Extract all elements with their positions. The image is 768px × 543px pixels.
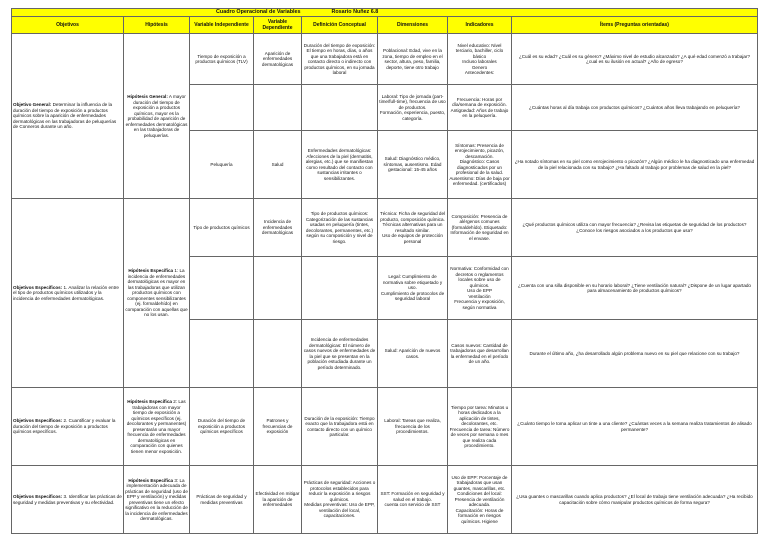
vd-cell: Efectividad en mitigar la aparición de enfermedades [254,466,302,534]
items-cell: ¿Cuánto tiempo le toma aplicar un tinte a una cliente? ¿Cuántas veces a la semana realiza tratamientos de alisado permanente? [512,388,758,466]
vd-cell [254,85,302,131]
table-row [12,388,758,466]
dimension-cell: Laboral: Tipo de jornada (part-time/full-time), frecuencia de uso de productos. Formación, experiencia, puesto, categoría. [378,85,448,131]
items-cell: ¿Cuál es su edad? ¿Cuál es su género? ¿Máximo nivel de estudio alcanzado? ¿A qué edad comenzó a trabajar? ¿cual es su ilusión en actual? ¿Año de egreso? [512,34,758,85]
author-label: Rosario Nuñez 6.8 [302,9,758,17]
label: Hipótesis Específica [128,268,174,274]
dimension-cell: Laboral: Tareas que realiza, frecuencia de los procedimientos. [378,388,448,466]
indicator-cell: Nivel educativo: Nivel terciario, bachiller, ciclo básico Incluso laborales Genero Antecedentes: [448,34,512,85]
header-variable-dependiente: Variable Dependiente [254,17,302,34]
vd-cell [254,320,302,388]
indicator-cell: Tiempo por tarea: Minutos u horas dedicados a la aplicación de tintes, decolorantes, etc. Frecuencia de tarea: Número de veces por semana o mes que realiza cada procedimiento. [448,388,512,466]
items-cell: Durante el último año, ¿ha desarrollado algún problema nuevo en su piel que relacione con su trabajo? [512,320,758,388]
header-variable-independiente: Variable Independiente [190,17,254,34]
specific-hypothesis-1-cell [124,199,190,388]
definition-cell: Incidencia de enfermedades dermatológicas: El número de casos nuevos de enfermedades de la piel que se presentan en la población estudiada durante un período determinado. [302,320,378,388]
text: 2. Cuantificar y evaluar la duración del tiempo de exposición a productos químicos específicos. [13,418,116,435]
items-cell: ¿Ha notado síntomas en su piel como enrojecimiento o picazón? ¿Algún médico le ha diagnosticado una enfermedad de la piel relacionada con su trabajo? ¿Ha faltado al trabajo por problemas de salud en la piel? [512,131,758,199]
text: Determinar la influencia de la duración del tiempo de exposición a productos químicos sobre la aparición de enfermedades dermatológicas en las trabajadoras de peluquerías de Conneros durante un año. [13,102,117,130]
specific-objective-2-cell [12,388,124,466]
general-hypothesis-cell [124,34,190,199]
vd-cell: Salud [254,131,302,199]
items-cell: ¿Cuántas horas al día trabaja con productos químicos? ¿Cuántos años lleva trabajando en peluquería? [512,85,758,131]
indicator-cell: Composición: Presencia de alérgenos comunes (formaldehído). Etiquetado: Información de seguridad en el envase. [448,199,512,257]
items-cell: ¿Usa guantes o mascarillas cuando aplica productos? ¿El local de trabajo tiene ventilación adecuada? ¿Ha recibido capacitación sobre cómo manipular productos químicos de forma segura? [512,466,758,534]
vd-cell: Patrones y frecuencias de exposición [254,388,302,466]
title-row [12,9,758,17]
specific-objective-1-cell [12,199,124,388]
table-row [12,199,758,257]
general-objective-cell [12,34,124,199]
dimension-cell: Salud: Aparición de nuevos casos. [378,320,448,388]
table-row [12,34,758,85]
dimension-cell: Técnica: Ficha de seguridad del producto, composición química. Técnicas alternativas para un resultado similar. Uso de equipos de protección personal [378,199,448,257]
vi-cell [190,85,254,131]
dimension-cell: Legal: Cumplimiento de normativa sobre etiquetado y uso. Cumplimiento de protocolos de seguridad laboral [378,257,448,320]
header-items: Ítems (Preguntas orientadas) [512,17,758,34]
specific-objective-3-cell [12,466,124,534]
definition-cell: Duración de la exposición: Tiempo exacto que la trabajadora está en contacto directo con un químico particular. [302,388,378,466]
header-dimensiones: Dimensiones [378,17,448,34]
header-objetivos: Objetivos [12,17,124,34]
text: 3. Identificar las prácticas de seguridad y medidas preventivas y su efectividad. [13,494,122,505]
specific-hypothesis-3-cell [124,466,190,534]
dimension-cell: Salud: Diagnóstico médico, síntomas, ausentismo. Edad gestacional: 15-45 años [378,131,448,199]
dimension-cell: Poblacional: Edad, vive en la zona, tiempo de empleo en el sector, altura, peso, familia, deporte, tiene otro trabajo [378,34,448,85]
specific-hypothesis-2-cell [124,388,190,466]
header-indicadores: Indicadores [448,17,512,34]
vd-cell [254,257,302,320]
vd-cell: Aparición de enfermedades dermatológicas [254,34,302,85]
vi-cell: Tipo de productos químicos [190,199,254,257]
label: Hipótesis General: [127,94,168,99]
vi-cell: Peluquería [190,131,254,199]
indicator-cell: Uso de EPP: Porcentaje de trabajadoras que usan guantes, mascarillas, etc. Condiciones del local: Presencia de ventilación adecuada. Capacitación: Horas de formación en riesgos químicos. Higiene [448,466,512,534]
label: Objetivos Específicos: [13,284,63,290]
label: Hipótesis Específica [127,399,172,404]
vi-cell: Tiempo de exposición a productos químicos (TLV) [190,34,254,85]
vi-cell [190,257,254,320]
text: 1: La incidencia de enfermedades dermatológicas es mayor en las trabajadoras que utilizan productos químicos con componentes sensibilizantes (ej. formaldehído) en comparación con aquellas que no los usan. [125,268,188,318]
label: Objetivos Específicos: [13,418,63,424]
indicator-cell: Síntomas: Presencia de enrojecimiento, picazón, descamación. Diagnóstico: Casos diagnosticados por un profesional de la salud. Ausentismo: Días de baja por enfermedad. (certificados) [448,131,512,199]
definition-cell: Prácticas de seguridad: Acciones o protocolos establecidos para reducir la exposición a riesgos químicos. Medidas preventivas: Uso de EPP, ventilación del local, capacitaciones. [302,466,378,534]
header-definicion: Definición Conceptual [302,17,378,34]
definition-cell [302,257,378,320]
indicator-cell: Casos nuevos: Cantidad de trabajadoras que desarrollan la enfermedad en el período de un año. [448,320,512,388]
indicator-cell: Normativa: Conformidad con decretos o reglamentos locales sobre uso de químicos. Uso de EPP Ventilación Frecuencia y exposición, según normativa [448,257,512,320]
label: Hipótesis Específica [128,477,174,483]
label: Objetivos Específicos: [13,494,63,499]
definition-cell [302,85,378,131]
operational-variables-table [11,8,758,534]
text: 1. Analizar la relación entre el tipo de productos químicos utilizados y la incidencia de enfermedades dermatológicas. [13,284,119,301]
text: A mayor duración del tiempo de exposición a productos químicos, mayor es la probabilidad de aparición de enfermedades dermatológicas en las trabajadoras de peluquerías. [125,94,188,138]
header-row [12,17,758,34]
vi-cell: Prácticas de seguridad y medidas preventivas [190,466,254,534]
sheet-title: Cuadro Operacional de Variables [12,9,302,17]
text: 3: La implementación adecuada de prácticas de seguridad (uso de EPP y ventilación) y medidas preventivas tiene un efecto significativo en la reducción de la incidencia de enfermedades dermatológicas. [125,477,188,521]
table-row [12,466,758,534]
items-cell: ¿Cuenta con una silla disponible en su horario laboral? ¿Tiene ventilación natural? ¿Dispone de un lugar apartado para almacenamiento de productos químicos? [512,257,758,320]
header-hipotesis: Hipótesis [124,17,190,34]
indicator-cell: Frecuencia: Horas por día/semana de exposición. Antigüedad: Años de trabajo en la peluquería. [448,85,512,131]
definition-cell: Tipo de productos químicos: Categorización de las sustancias usadas en peluquería (tintes, decolorantes, permanentes, etc.) según su composición y nivel de riesgo. [302,199,378,257]
vi-cell: Duración del tiempo de exposición a productos químicos específicos [190,388,254,466]
text: 2: Las trabajadoras con mayor tiempo de exposición a químicos específicos (ej. decolorantes y permanentes) presentarán una mayor frecuencia de enfermedades dermatológicas en comparación con quienes tienen menor exposición. [126,399,187,454]
dimension-cell: SST: Formación en seguridad y salud en el trabajo. cuenta con servicio de SST [378,466,448,534]
definition-cell: Duración del tiempo de exposición: El tiempo en horas, días, o años que una trabajadora está en contacto directo o indirecto con productos químicos, en su jornada laboral [302,34,378,85]
label: Objetivo General: [13,102,52,108]
vd-cell: Incidencia de enfermedades dermatológicas [254,199,302,257]
vi-cell [190,320,254,388]
items-cell: ¿Qué productos químicos utiliza con mayor frecuencia? ¿Revisa las etiquetas de seguridad de los productos? ¿Conoce los riesgos asociados a los productos que usa? [512,199,758,257]
definition-cell: Enfermedades dermatológicas: Afecciones de la piel (dermatitis, alergias, etc.) que se manifiestan como resultado del contacto con sustancias irritantes o sensibilizantes. [302,131,378,199]
